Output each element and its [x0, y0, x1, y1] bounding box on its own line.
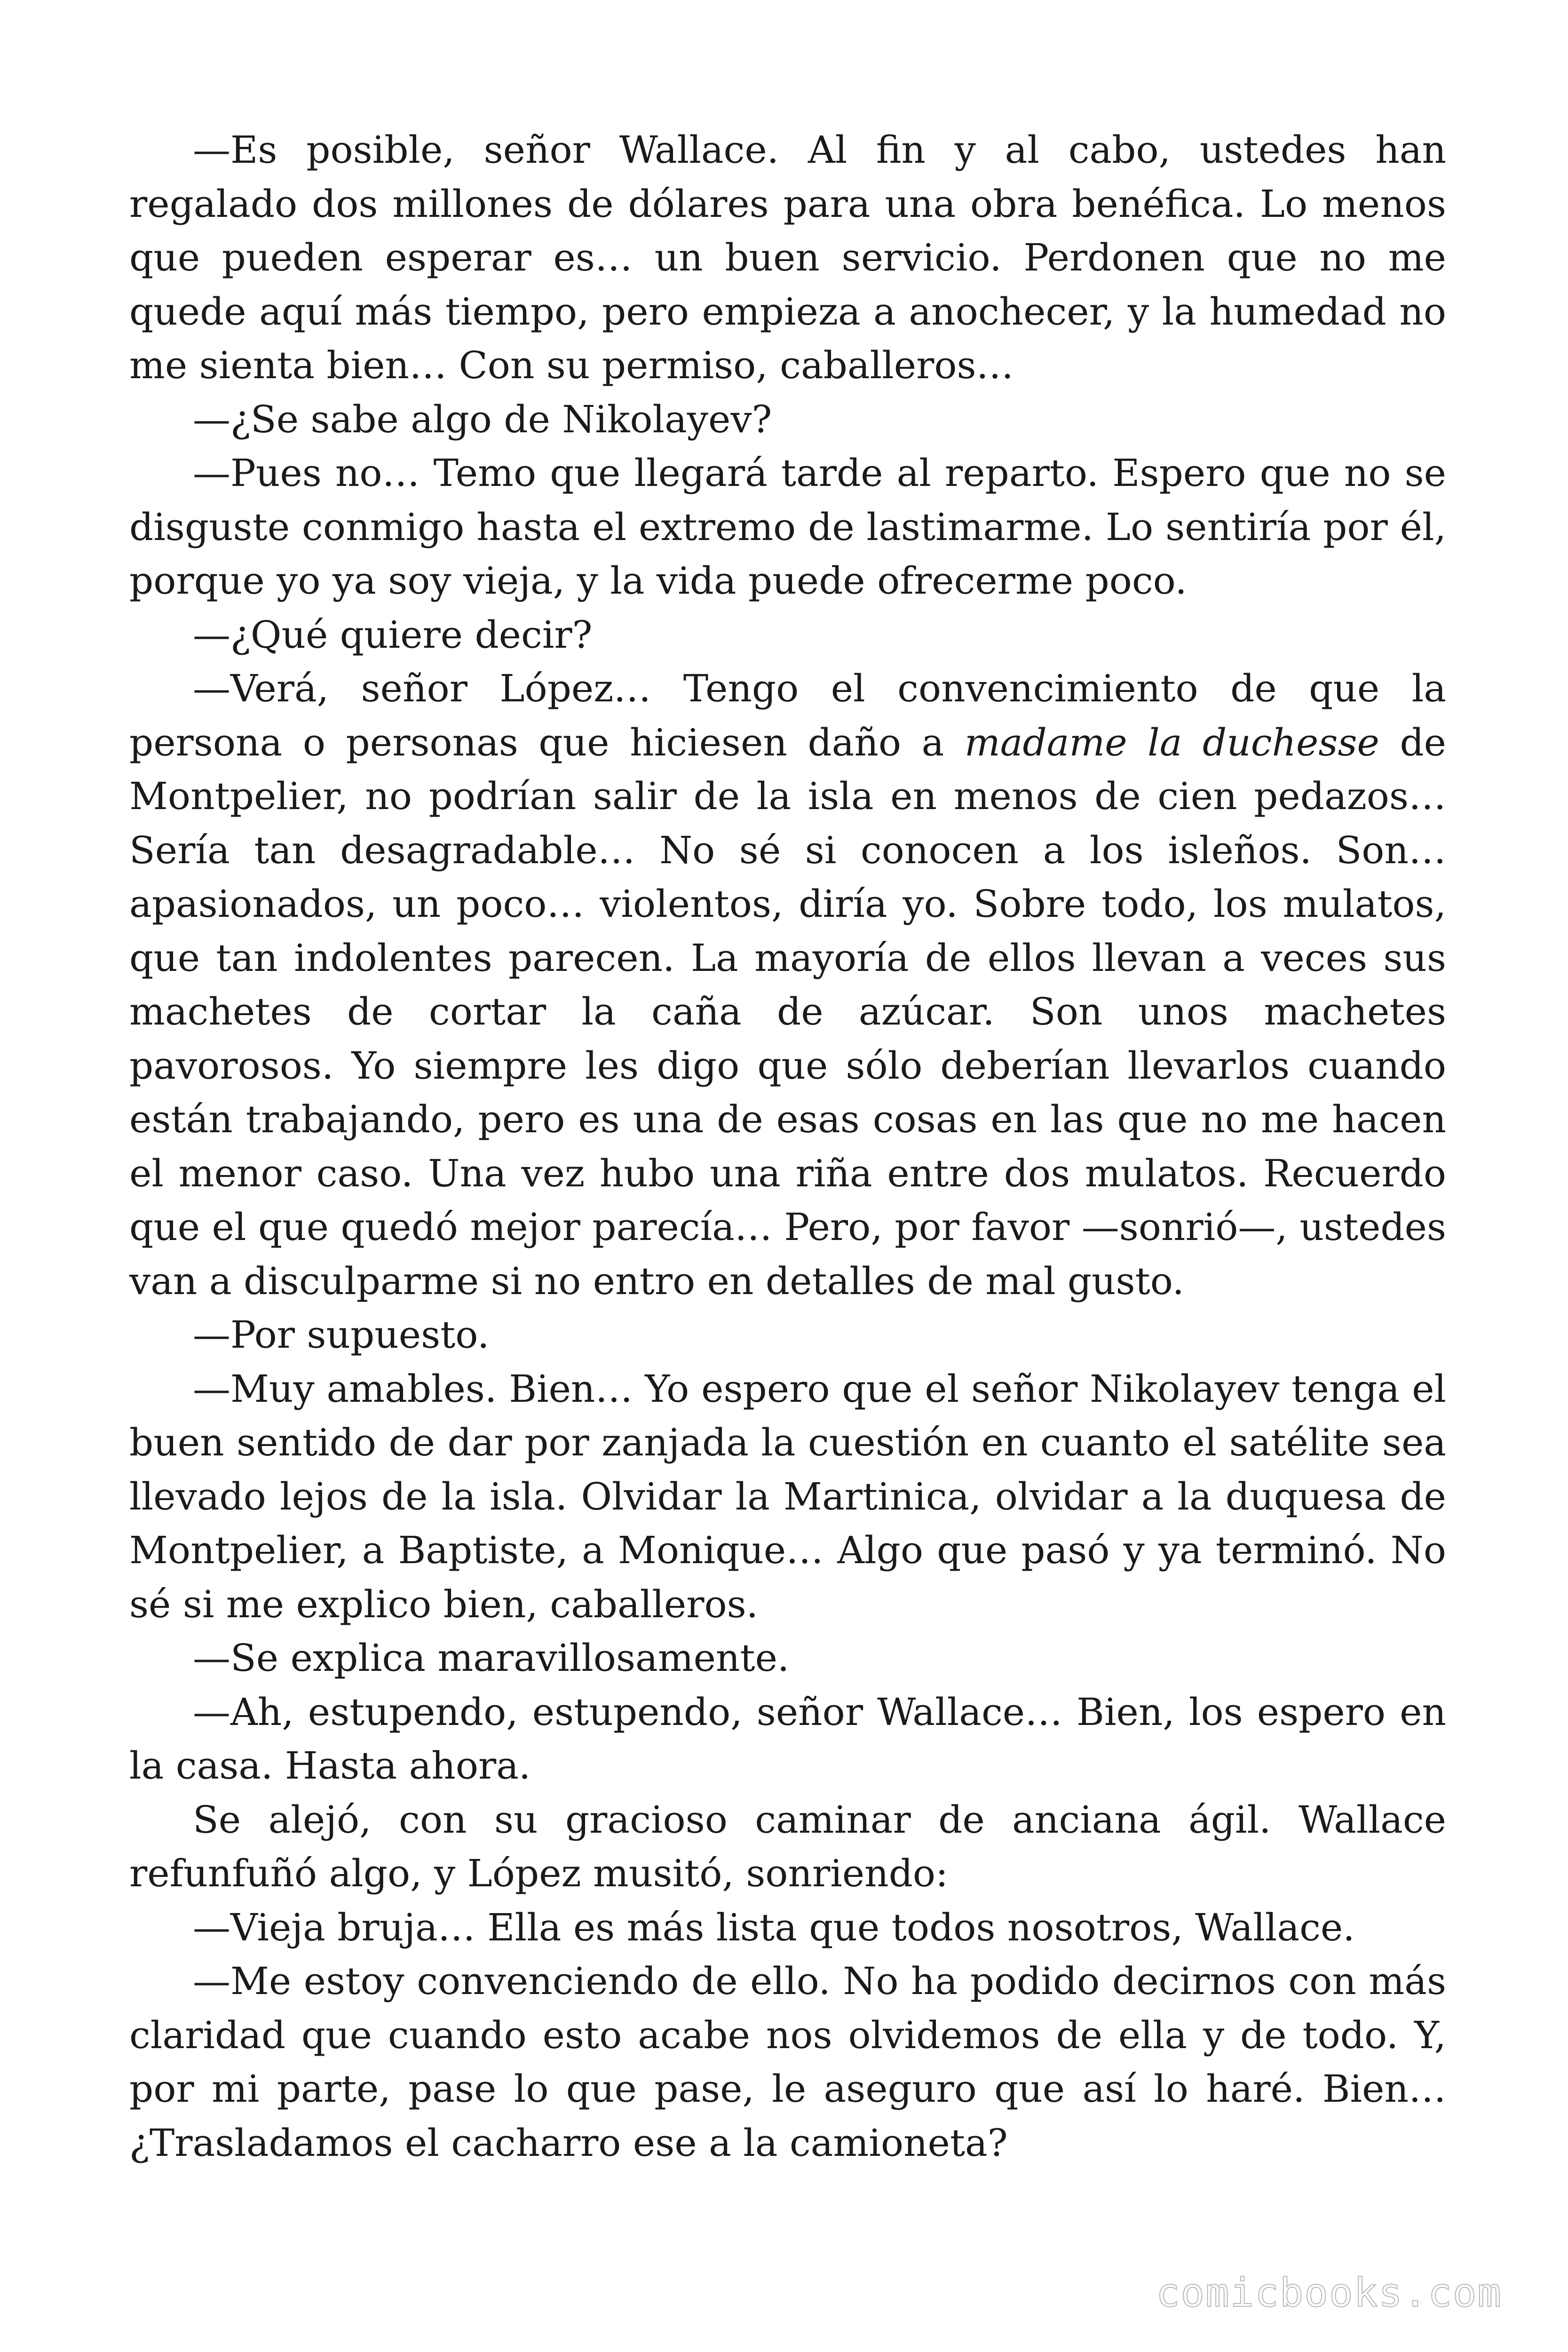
paragraph-2: —¿Se sabe algo de Nikolayev? — [193, 397, 772, 441]
paragraph-7: —Muy amables. Bien… Yo espero que el señor Nikolayev tenga el buen sentido de dar por zanjada la cuestión en cuanto el satélite sea llevado lejos de la isla. Olvidar la Martinica, olvidar a la duquesa de Montpelier, a Baptiste, a Monique… Algo que pasó y ya terminó. No sé si me explico bien, caballeros. — [129, 1367, 1446, 1626]
watermark: comicbooks.com — [1156, 2270, 1502, 2316]
paragraph-3: —Pues no… Temo que llegará tarde al reparto. Espero que no se disguste conmigo hasta el extremo de lastimarme. Lo sentiría por él, porque yo ya soy vieja, y la vida puede ofrecerme poco. — [129, 451, 1446, 603]
paragraph-4: —¿Qué quiere decir? — [193, 612, 593, 657]
paragraph-1: —Es posible, señor Wallace. Al fin y al cabo, ustedes han regalado dos millones de dólares para una obra benéfica. Lo menos que pueden esperar es… un buen servicio. Perdonen que no me quede aquí más tiempo, pero empieza a anochecer, y la humedad no me sienta bien… Con su permiso, caballeros… — [129, 128, 1446, 387]
paragraph-5-text-after: de Montpelier, no podrían salir de la isla en menos de cien pedazos… Sería tan desagradable… No sé si conocen a los isleños. Son… apasionados, un poco… violentos, diría yo. Sobre todo, los mulatos, que tan indolentes parecen. La mayoría de ellos llevan a veces sus machetes de cortar la caña de azúcar. Son unos machetes pavorosos. Yo siempre les digo que sólo deberían llevarlos cuando están trabajando, pero es una de esas cosas en las que no me hacen el menor caso. Una vez hubo una riña entre dos mulatos. Recuerdo que el que quedó mejor parecía… Pero, por favor —sonrió—, ustedes van a disculparme si no entro en detalles de mal gusto. — [129, 720, 1446, 1303]
paragraph-6: —Por supuesto. — [193, 1313, 490, 1357]
paragraph-11: —Vieja bruja… Ella es más lista que todos nosotros, Wallace. — [193, 1905, 1355, 1949]
paragraph-5 — [129, 662, 1446, 1308]
paragraph-5-text-before: —Verá, señor López… Tengo el convencimiento de que la persona o personas que hiciesen daño a — [129, 667, 1446, 764]
page-body — [129, 123, 1446, 2170]
paragraph-10: Se alejó, con su gracioso caminar de anciana ágil. Wallace refunfuñó algo, y López musitó, sonriendo: — [129, 1797, 1446, 1895]
paragraph-12: —Me estoy convenciendo de ello. No ha podido decirnos con más claridad que cuando esto acabe nos olvidemos de ella y de todo. Y, por mi parte, pase lo que pase, le aseguro que así lo haré. Bien… ¿Trasladamos el cacharro ese a la camioneta? — [129, 1959, 1446, 2165]
paragraph-9: —Ah, estupendo, estupendo, señor Wallace… Bien, los espero en la casa. Hasta ahora. — [129, 1690, 1446, 1788]
paragraph-8: —Se explica maravillosamente. — [193, 1636, 790, 1680]
paragraph-5-italic: madame la duchesse — [964, 720, 1379, 764]
